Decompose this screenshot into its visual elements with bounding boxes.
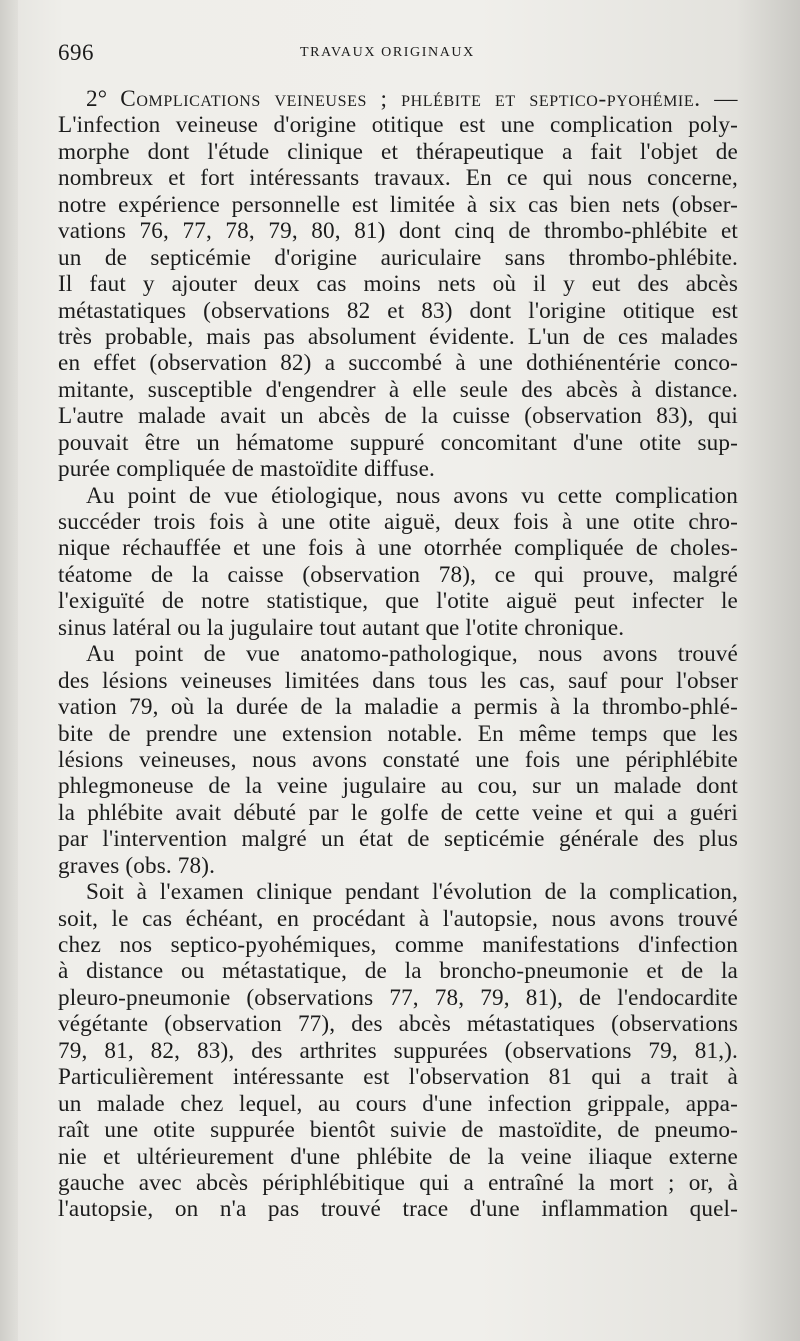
paragraph [58, 86, 738, 483]
text-line: un malade chez lequel, au cours d'une infection grippale, appa- [58, 1090, 738, 1117]
text-line: chez nos septico-pyohémiques, comme manifestations d'infection [58, 932, 738, 958]
page-number: 696 [58, 40, 94, 65]
text-line: Au point de vue étiologique, nous avons vu cette complication [86, 482, 738, 509]
text-line: par l'intervention malgré un état de septicémie générale des plus [58, 826, 738, 853]
text-line: téatome de la caisse (observation 78), ce qui prouve, malgré [58, 561, 738, 588]
text-line: des lésions veineuses limitées dans tous les cas, sauf pour l'obser [58, 667, 738, 694]
paragraph [58, 879, 738, 1223]
text-line: bite de prendre une extension notable. En même temps que les [58, 720, 738, 747]
text-line: l'exiguïté de notre statistique, que l'otite aiguë peut infecter le [58, 588, 738, 615]
paragraph [58, 641, 738, 879]
text-line: végétante (observation 77), des abcès métastatiques (observations [58, 1011, 738, 1038]
running-head: TRAVAUX ORIGINAUX [300, 45, 475, 60]
text-line: un de septicémie d'origine auriculaire sans thrombo-phlébite. [58, 244, 738, 271]
page-header [58, 40, 730, 70]
text-line: Soit à l'examen clinique pendant l'évolution de la complication, [86, 879, 738, 906]
text-line: l'autopsie, on n'a pas trouvé trace d'une inflammation quel- [58, 1196, 738, 1223]
text-line: soit, le cas échéant, en procédant à l'autopsie, nous avons trouvé [58, 905, 738, 932]
text-line: en effet (observation 82) a succombé à une dothiénentérie conco- [58, 350, 738, 377]
body-text [58, 86, 738, 1223]
text-line: mitante, susceptible d'engendrer à elle seule des abcès à distance. [58, 376, 738, 403]
text-line: 79, 81, 82, 83), des arthrites suppurées (observations 79, 81,). [58, 1037, 738, 1064]
text-line: à distance ou métastatique, de la broncho-pneumonie et de la [58, 958, 738, 985]
text-line: la phlébite avait débuté par le golfe de cette veine et qui a guéri [58, 799, 738, 826]
paragraph [58, 483, 738, 642]
text-line: nombreux et fort intéressants travaux. En ce qui nous concerne, [58, 165, 738, 192]
text-line: métastatiques (observations 82 et 83) dont l'origine otitique est [58, 297, 738, 324]
text-line [58, 86, 738, 112]
text-line: succéder trois fois à une otite aiguë, deux fois à une otite chro- [58, 509, 738, 535]
text-line: nique réchauffée et une fois à une otorrhée compliquée de choles- [58, 535, 738, 562]
text-line: très probable, mais pas absolument évidente. L'un de ces malades [58, 323, 738, 350]
text-line: Au point de vue anatomo-pathologique, nous avons trouvé [86, 641, 738, 668]
text-line: sinus latéral ou la jugulaire tout autant que l'otite chronique. [58, 614, 625, 641]
section-number: 2° [86, 86, 121, 112]
text-line: gauche avec abcès périphlébitique qui a entraîné la mort ; or, à [58, 1169, 738, 1196]
text-line: notre expérience personnelle est limitée à six cas bien nets (obser- [58, 191, 738, 218]
text-line: L'autre malade avait un abcès de la cuisse (observation 83), qui [58, 403, 738, 430]
text-line: L'infection veineuse d'origine otitique est une complication poly- [58, 112, 738, 139]
text-line: morphe dont l'étude clinique et thérapeutique a fait l'objet de [58, 138, 738, 165]
text-line: pleuro-pneumonie (observations 77, 78, 79, 81), de l'endocardite [58, 984, 738, 1011]
page-gutter-shadow [0, 0, 18, 1341]
text-line: graves (obs. 78). [58, 852, 216, 879]
text-line: Il faut y ajouter deux cas moins nets où il y eut des abcès [58, 271, 738, 298]
text-line: pouvait être un hématome suppuré concomitant d'une otite sup- [58, 429, 738, 456]
text-line: Particulièrement intéressante est l'observation 81 qui a trait à [58, 1064, 738, 1091]
text-line: purée compliquée de mastoïdite diffuse. [58, 456, 435, 483]
text-line: raît une otite suppurée bientôt suivie de mastoïdite, de pneumo- [58, 1117, 738, 1144]
section-heading: Complications veineuses ; phlébite et septico-pyohémie. — [120, 86, 738, 112]
text-line: phlegmoneuse de la veine jugulaire au cou, sur un malade dont [58, 773, 738, 800]
text-line: vations 76, 77, 78, 79, 80, 81) dont cinq de thrombo-phlébite et [58, 218, 738, 245]
text-line: nie et ultérieurement d'une phlébite de la veine iliaque externe [58, 1143, 738, 1170]
text-line: lésions veineuses, nous avons constaté une fois une périphlébite [58, 746, 738, 773]
text-line: vation 79, où la durée de la maladie a permis à la thrombo-phlé- [58, 694, 738, 721]
